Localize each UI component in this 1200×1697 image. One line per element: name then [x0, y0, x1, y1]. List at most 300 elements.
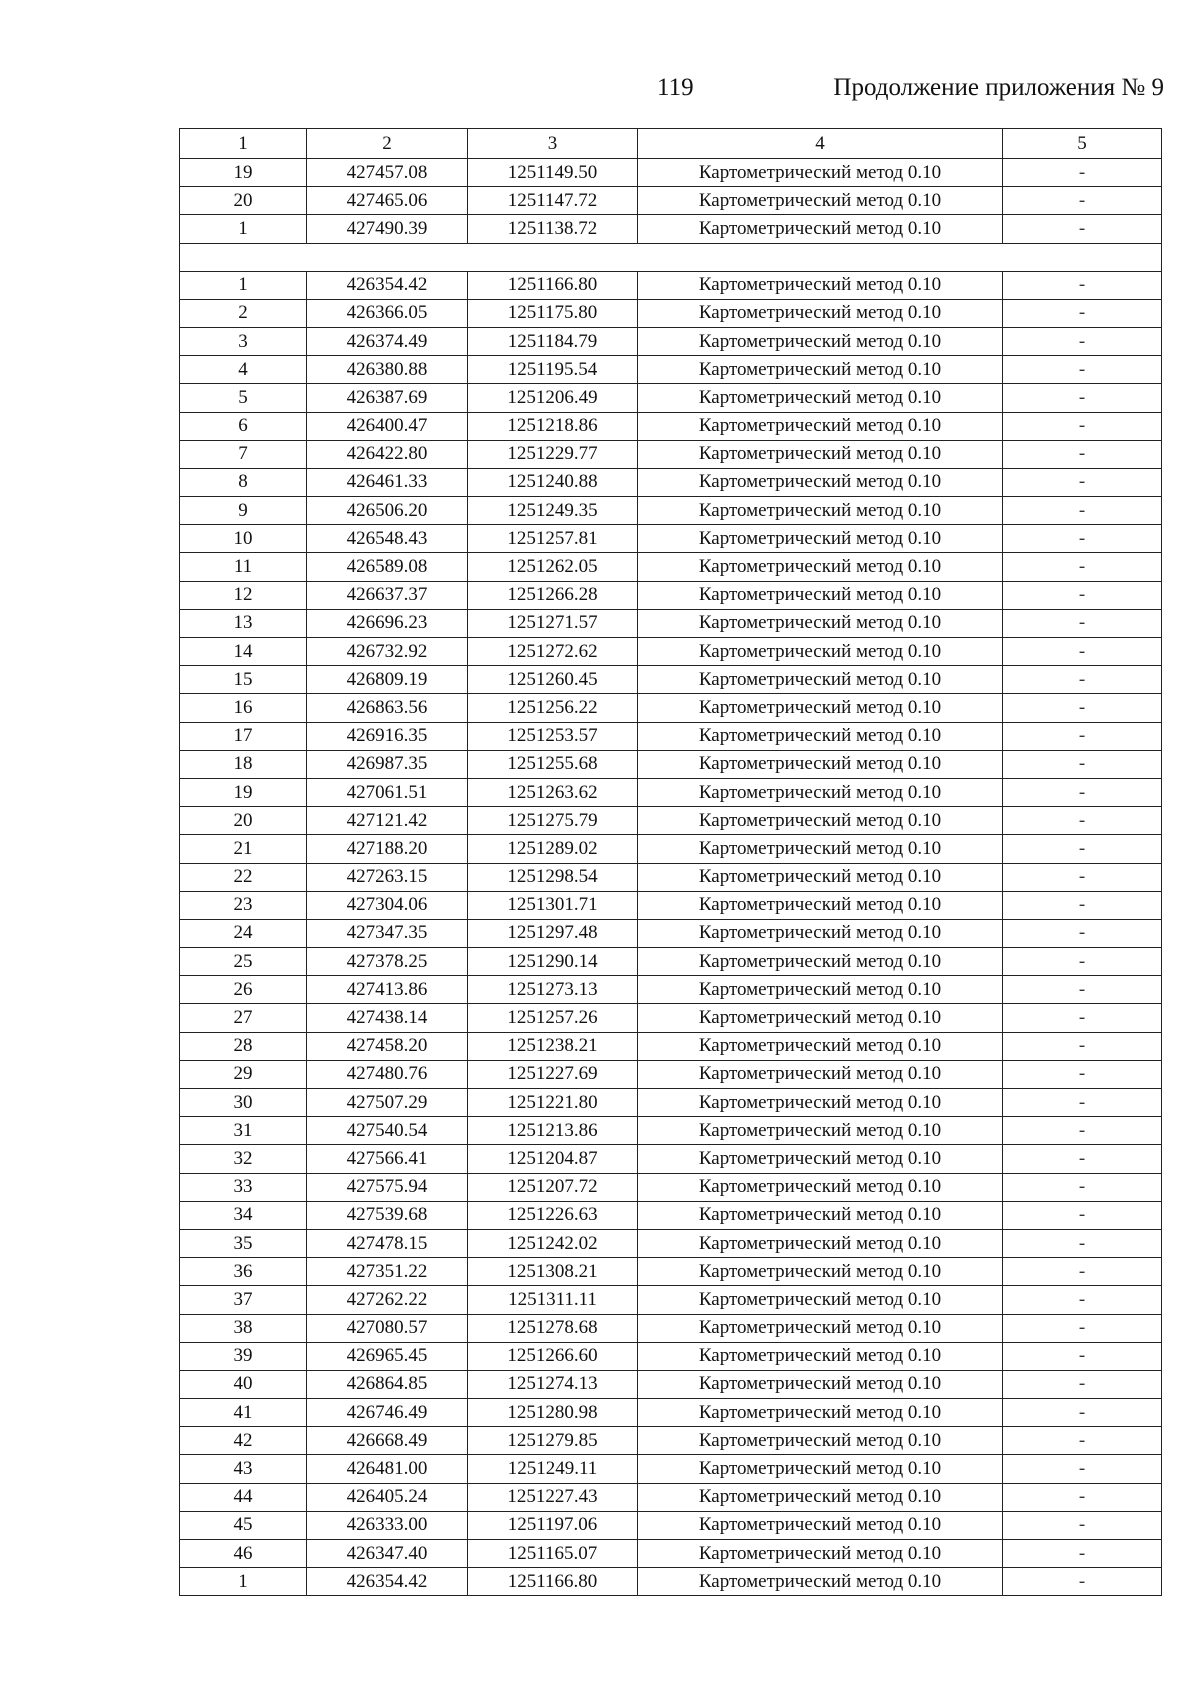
method-accuracy-cell: Картометрический метод 0.10: [638, 1145, 1003, 1173]
table-row: [180, 1117, 1162, 1145]
table-row: [180, 440, 1162, 468]
y-coordinate-cell: 1251255.68: [468, 750, 638, 778]
table-block-2: [180, 271, 1162, 1596]
y-coordinate-cell: 1251184.79: [468, 327, 638, 355]
x-coordinate-cell: 427262.22: [307, 1286, 468, 1314]
method-accuracy-cell: Картометрический метод 0.10: [638, 1342, 1003, 1370]
x-coordinate-cell: 427478.15: [307, 1229, 468, 1257]
x-coordinate-cell: 426548.43: [307, 525, 468, 553]
point-number-cell: 38: [180, 1314, 307, 1342]
x-coordinate-cell: 427413.86: [307, 976, 468, 1004]
note-cell: -: [1003, 412, 1162, 440]
point-number-cell: 23: [180, 891, 307, 919]
note-cell: -: [1003, 863, 1162, 891]
note-cell: -: [1003, 1089, 1162, 1117]
table-row: [180, 609, 1162, 637]
y-coordinate-cell: 1251289.02: [468, 835, 638, 863]
note-cell: -: [1003, 440, 1162, 468]
method-accuracy-cell: Картометрический метод 0.10: [638, 1511, 1003, 1539]
y-coordinate-cell: 1251298.54: [468, 863, 638, 891]
point-number-cell: 22: [180, 863, 307, 891]
table-row: [180, 891, 1162, 919]
note-cell: -: [1003, 976, 1162, 1004]
method-accuracy-cell: Картометрический метод 0.10: [638, 1004, 1003, 1032]
x-coordinate-cell: 427490.39: [307, 215, 468, 243]
method-accuracy-cell: Картометрический метод 0.10: [638, 1089, 1003, 1117]
x-coordinate-cell: 426400.47: [307, 412, 468, 440]
method-accuracy-cell: Картометрический метод 0.10: [638, 694, 1003, 722]
coordinates-table: [179, 128, 1162, 1596]
y-coordinate-cell: 1251266.60: [468, 1342, 638, 1370]
table-block-1: [180, 159, 1162, 244]
note-cell: -: [1003, 1455, 1162, 1483]
point-number-cell: 28: [180, 1032, 307, 1060]
method-accuracy-cell: Картометрический метод 0.10: [638, 553, 1003, 581]
point-number-cell: 11: [180, 553, 307, 581]
x-coordinate-cell: 427121.42: [307, 807, 468, 835]
note-cell: -: [1003, 327, 1162, 355]
method-accuracy-cell: Картометрический метод 0.10: [638, 187, 1003, 215]
table-row: [180, 1342, 1162, 1370]
table-row: [180, 271, 1162, 299]
point-number-cell: 33: [180, 1173, 307, 1201]
method-accuracy-cell: Картометрический метод 0.10: [638, 384, 1003, 412]
table-row: [180, 1145, 1162, 1173]
note-cell: -: [1003, 1258, 1162, 1286]
point-number-cell: 40: [180, 1370, 307, 1398]
method-accuracy-cell: Картометрический метод 0.10: [638, 778, 1003, 806]
x-coordinate-cell: 426987.35: [307, 750, 468, 778]
method-accuracy-cell: Картометрический метод 0.10: [638, 1483, 1003, 1511]
y-coordinate-cell: 1251275.79: [468, 807, 638, 835]
table-row: [180, 722, 1162, 750]
y-coordinate-cell: 1251272.62: [468, 638, 638, 666]
note-cell: -: [1003, 609, 1162, 637]
x-coordinate-cell: 427458.20: [307, 1032, 468, 1060]
method-accuracy-cell: Картометрический метод 0.10: [638, 1173, 1003, 1201]
point-number-cell: 34: [180, 1201, 307, 1229]
note-cell: -: [1003, 694, 1162, 722]
note-cell: -: [1003, 948, 1162, 976]
x-coordinate-cell: 426380.88: [307, 356, 468, 384]
x-coordinate-cell: 426589.08: [307, 553, 468, 581]
table-row: [180, 299, 1162, 327]
note-cell: -: [1003, 553, 1162, 581]
table-row: [180, 581, 1162, 609]
point-number-cell: 1: [180, 271, 307, 299]
table-row: [180, 666, 1162, 694]
note-cell: -: [1003, 1483, 1162, 1511]
point-number-cell: 1: [180, 215, 307, 243]
point-number-cell: 29: [180, 1060, 307, 1088]
method-accuracy-cell: Картометрический метод 0.10: [638, 1427, 1003, 1455]
note-cell: -: [1003, 891, 1162, 919]
method-accuracy-cell: Картометрический метод 0.10: [638, 722, 1003, 750]
table-row: [180, 919, 1162, 947]
note-cell: -: [1003, 356, 1162, 384]
table-row: [180, 863, 1162, 891]
note-cell: -: [1003, 1342, 1162, 1370]
method-accuracy-cell: Картометрический метод 0.10: [638, 1568, 1003, 1596]
point-number-cell: 43: [180, 1455, 307, 1483]
x-coordinate-cell: 426746.49: [307, 1399, 468, 1427]
table-row: [180, 694, 1162, 722]
x-coordinate-cell: 427351.22: [307, 1258, 468, 1286]
block-separator: [180, 243, 1162, 271]
method-accuracy-cell: Картометрический метод 0.10: [638, 215, 1003, 243]
x-coordinate-cell: 427378.25: [307, 948, 468, 976]
point-number-cell: 8: [180, 468, 307, 496]
x-coordinate-cell: 427263.15: [307, 863, 468, 891]
table-row: [180, 1314, 1162, 1342]
y-coordinate-cell: 1251273.13: [468, 976, 638, 1004]
point-number-cell: 32: [180, 1145, 307, 1173]
point-number-cell: 36: [180, 1258, 307, 1286]
note-cell: -: [1003, 271, 1162, 299]
y-coordinate-cell: 1251280.98: [468, 1399, 638, 1427]
note-cell: -: [1003, 187, 1162, 215]
y-coordinate-cell: 1251260.45: [468, 666, 638, 694]
method-accuracy-cell: Картометрический метод 0.10: [638, 1314, 1003, 1342]
point-number-cell: 17: [180, 722, 307, 750]
column-header-3: 3: [468, 129, 638, 159]
note-cell: -: [1003, 215, 1162, 243]
note-cell: -: [1003, 299, 1162, 327]
note-cell: -: [1003, 1145, 1162, 1173]
x-coordinate-cell: 427061.51: [307, 778, 468, 806]
table-row: [180, 1568, 1162, 1596]
point-number-cell: 4: [180, 356, 307, 384]
y-coordinate-cell: 1251166.80: [468, 271, 638, 299]
y-coordinate-cell: 1251226.63: [468, 1201, 638, 1229]
x-coordinate-cell: 426965.45: [307, 1342, 468, 1370]
separator-cell: [180, 243, 1162, 271]
x-coordinate-cell: 426422.80: [307, 440, 468, 468]
table-row: [180, 1229, 1162, 1257]
column-header-2: 2: [307, 129, 468, 159]
method-accuracy-cell: Картометрический метод 0.10: [638, 1399, 1003, 1427]
method-accuracy-cell: Картометрический метод 0.10: [638, 1455, 1003, 1483]
method-accuracy-cell: Картометрический метод 0.10: [638, 1370, 1003, 1398]
note-cell: -: [1003, 807, 1162, 835]
method-accuracy-cell: Картометрический метод 0.10: [638, 1258, 1003, 1286]
x-coordinate-cell: 426333.00: [307, 1511, 468, 1539]
note-cell: -: [1003, 1032, 1162, 1060]
table-row: [180, 1201, 1162, 1229]
table-row: [180, 187, 1162, 215]
point-number-cell: 19: [180, 778, 307, 806]
y-coordinate-cell: 1251195.54: [468, 356, 638, 384]
y-coordinate-cell: 1251266.28: [468, 581, 638, 609]
method-accuracy-cell: Картометрический метод 0.10: [638, 1201, 1003, 1229]
table-row: [180, 1483, 1162, 1511]
x-coordinate-cell: 426374.49: [307, 327, 468, 355]
note-cell: -: [1003, 835, 1162, 863]
table-row: [180, 468, 1162, 496]
table-row: [180, 327, 1162, 355]
x-coordinate-cell: 426668.49: [307, 1427, 468, 1455]
y-coordinate-cell: 1251279.85: [468, 1427, 638, 1455]
x-coordinate-cell: 426354.42: [307, 271, 468, 299]
note-cell: -: [1003, 497, 1162, 525]
point-number-cell: 18: [180, 750, 307, 778]
y-coordinate-cell: 1251206.49: [468, 384, 638, 412]
point-number-cell: 37: [180, 1286, 307, 1314]
table-row: [180, 553, 1162, 581]
point-number-cell: 19: [180, 159, 307, 187]
point-number-cell: 5: [180, 384, 307, 412]
x-coordinate-cell: 426696.23: [307, 609, 468, 637]
x-coordinate-cell: 426863.56: [307, 694, 468, 722]
table-row: [180, 1399, 1162, 1427]
y-coordinate-cell: 1251229.77: [468, 440, 638, 468]
page-header: [0, 74, 1200, 110]
note-cell: -: [1003, 1286, 1162, 1314]
point-number-cell: 20: [180, 807, 307, 835]
table-row: [180, 412, 1162, 440]
note-cell: -: [1003, 638, 1162, 666]
note-cell: -: [1003, 750, 1162, 778]
point-number-cell: 44: [180, 1483, 307, 1511]
page-number: 119: [657, 74, 694, 101]
point-number-cell: 45: [180, 1511, 307, 1539]
x-coordinate-cell: 426405.24: [307, 1483, 468, 1511]
note-cell: -: [1003, 468, 1162, 496]
point-number-cell: 41: [180, 1399, 307, 1427]
note-cell: -: [1003, 1201, 1162, 1229]
header-row: [180, 129, 1162, 159]
point-number-cell: 13: [180, 609, 307, 637]
column-header-5: 5: [1003, 129, 1162, 159]
x-coordinate-cell: 426387.69: [307, 384, 468, 412]
table-row: [180, 807, 1162, 835]
y-coordinate-cell: 1251311.11: [468, 1286, 638, 1314]
method-accuracy-cell: Картометрический метод 0.10: [638, 807, 1003, 835]
y-coordinate-cell: 1251262.05: [468, 553, 638, 581]
point-number-cell: 12: [180, 581, 307, 609]
column-header-1: 1: [180, 129, 307, 159]
point-number-cell: 10: [180, 525, 307, 553]
point-number-cell: 24: [180, 919, 307, 947]
y-coordinate-cell: 1251227.43: [468, 1483, 638, 1511]
x-coordinate-cell: 426461.33: [307, 468, 468, 496]
x-coordinate-cell: 427507.29: [307, 1089, 468, 1117]
y-coordinate-cell: 1251238.21: [468, 1032, 638, 1060]
x-coordinate-cell: 427347.35: [307, 919, 468, 947]
note-cell: -: [1003, 1060, 1162, 1088]
table-row: [180, 835, 1162, 863]
x-coordinate-cell: 427465.06: [307, 187, 468, 215]
table-row: [180, 1004, 1162, 1032]
x-coordinate-cell: 426347.40: [307, 1540, 468, 1568]
note-cell: -: [1003, 1370, 1162, 1398]
point-number-cell: 42: [180, 1427, 307, 1455]
point-number-cell: 2: [180, 299, 307, 327]
method-accuracy-cell: Картометрический метод 0.10: [638, 497, 1003, 525]
y-coordinate-cell: 1251204.87: [468, 1145, 638, 1173]
point-number-cell: 25: [180, 948, 307, 976]
point-number-cell: 21: [180, 835, 307, 863]
appendix-caption: Продолжение приложения № 9: [833, 74, 1164, 101]
point-number-cell: 31: [180, 1117, 307, 1145]
x-coordinate-cell: 426637.37: [307, 581, 468, 609]
method-accuracy-cell: Картометрический метод 0.10: [638, 525, 1003, 553]
point-number-cell: 46: [180, 1540, 307, 1568]
note-cell: -: [1003, 1568, 1162, 1596]
point-number-cell: 27: [180, 1004, 307, 1032]
y-coordinate-cell: 1251166.80: [468, 1568, 638, 1596]
method-accuracy-cell: Картометрический метод 0.10: [638, 919, 1003, 947]
method-accuracy-cell: Картометрический метод 0.10: [638, 1229, 1003, 1257]
method-accuracy-cell: Картометрический метод 0.10: [638, 891, 1003, 919]
method-accuracy-cell: Картометрический метод 0.10: [638, 609, 1003, 637]
method-accuracy-cell: Картометрический метод 0.10: [638, 976, 1003, 1004]
x-coordinate-cell: 426732.92: [307, 638, 468, 666]
point-number-cell: 39: [180, 1342, 307, 1370]
y-coordinate-cell: 1251242.02: [468, 1229, 638, 1257]
y-coordinate-cell: 1251271.57: [468, 609, 638, 637]
method-accuracy-cell: Картометрический метод 0.10: [638, 440, 1003, 468]
table-header: [180, 129, 1162, 159]
method-accuracy-cell: Картометрический метод 0.10: [638, 1060, 1003, 1088]
point-number-cell: 7: [180, 440, 307, 468]
point-number-cell: 1: [180, 1568, 307, 1596]
y-coordinate-cell: 1251218.86: [468, 412, 638, 440]
y-coordinate-cell: 1251297.48: [468, 919, 638, 947]
method-accuracy-cell: Картометрический метод 0.10: [638, 1032, 1003, 1060]
method-accuracy-cell: Картометрический метод 0.10: [638, 1117, 1003, 1145]
x-coordinate-cell: 427304.06: [307, 891, 468, 919]
method-accuracy-cell: Картометрический метод 0.10: [638, 412, 1003, 440]
table-row: [180, 1173, 1162, 1201]
table-row: [180, 750, 1162, 778]
point-number-cell: 26: [180, 976, 307, 1004]
x-coordinate-cell: 426481.00: [307, 1455, 468, 1483]
table-row: [180, 638, 1162, 666]
method-accuracy-cell: Картометрический метод 0.10: [638, 159, 1003, 187]
y-coordinate-cell: 1251138.72: [468, 215, 638, 243]
point-number-cell: 6: [180, 412, 307, 440]
y-coordinate-cell: 1251149.50: [468, 159, 638, 187]
method-accuracy-cell: Картометрический метод 0.10: [638, 1286, 1003, 1314]
note-cell: -: [1003, 581, 1162, 609]
x-coordinate-cell: 426366.05: [307, 299, 468, 327]
table-row: [180, 356, 1162, 384]
table-row: [180, 1511, 1162, 1539]
method-accuracy-cell: Картометрический метод 0.10: [638, 666, 1003, 694]
note-cell: -: [1003, 1004, 1162, 1032]
point-number-cell: 15: [180, 666, 307, 694]
y-coordinate-cell: 1251257.81: [468, 525, 638, 553]
x-coordinate-cell: 427438.14: [307, 1004, 468, 1032]
y-coordinate-cell: 1251240.88: [468, 468, 638, 496]
note-cell: -: [1003, 722, 1162, 750]
y-coordinate-cell: 1251308.21: [468, 1258, 638, 1286]
y-coordinate-cell: 1251221.80: [468, 1089, 638, 1117]
method-accuracy-cell: Картометрический метод 0.10: [638, 356, 1003, 384]
x-coordinate-cell: 427540.54: [307, 1117, 468, 1145]
y-coordinate-cell: 1251253.57: [468, 722, 638, 750]
note-cell: -: [1003, 1117, 1162, 1145]
note-cell: -: [1003, 1229, 1162, 1257]
x-coordinate-cell: 427566.41: [307, 1145, 468, 1173]
y-coordinate-cell: 1251263.62: [468, 778, 638, 806]
note-cell: -: [1003, 525, 1162, 553]
point-number-cell: 35: [180, 1229, 307, 1257]
point-number-cell: 16: [180, 694, 307, 722]
note-cell: -: [1003, 778, 1162, 806]
y-coordinate-cell: 1251278.68: [468, 1314, 638, 1342]
table-row: [180, 1032, 1162, 1060]
x-coordinate-cell: 426354.42: [307, 1568, 468, 1596]
point-number-cell: 30: [180, 1089, 307, 1117]
point-number-cell: 14: [180, 638, 307, 666]
y-coordinate-cell: 1251197.06: [468, 1511, 638, 1539]
table-row: [180, 1427, 1162, 1455]
table-row: [180, 1455, 1162, 1483]
method-accuracy-cell: Картометрический метод 0.10: [638, 468, 1003, 496]
table-row: [180, 159, 1162, 187]
method-accuracy-cell: Картометрический метод 0.10: [638, 581, 1003, 609]
note-cell: -: [1003, 384, 1162, 412]
point-number-cell: 20: [180, 187, 307, 215]
table-row: [180, 1258, 1162, 1286]
method-accuracy-cell: Картометрический метод 0.10: [638, 863, 1003, 891]
x-coordinate-cell: 426916.35: [307, 722, 468, 750]
x-coordinate-cell: 426809.19: [307, 666, 468, 694]
y-coordinate-cell: 1251256.22: [468, 694, 638, 722]
table-row: [180, 1089, 1162, 1117]
note-cell: -: [1003, 1314, 1162, 1342]
method-accuracy-cell: Картометрический метод 0.10: [638, 835, 1003, 863]
table-row: [180, 976, 1162, 1004]
note-cell: -: [1003, 666, 1162, 694]
table-row: [180, 1060, 1162, 1088]
note-cell: -: [1003, 1540, 1162, 1568]
table-row: [180, 215, 1162, 243]
note-cell: -: [1003, 1427, 1162, 1455]
x-coordinate-cell: 427457.08: [307, 159, 468, 187]
point-number-cell: 9: [180, 497, 307, 525]
y-coordinate-cell: 1251301.71: [468, 891, 638, 919]
y-coordinate-cell: 1251249.35: [468, 497, 638, 525]
x-coordinate-cell: 427188.20: [307, 835, 468, 863]
point-number-cell: 3: [180, 327, 307, 355]
column-header-4: 4: [638, 129, 1003, 159]
table-row: [180, 1540, 1162, 1568]
y-coordinate-cell: 1251257.26: [468, 1004, 638, 1032]
table-row: [180, 778, 1162, 806]
x-coordinate-cell: 426506.20: [307, 497, 468, 525]
note-cell: -: [1003, 1511, 1162, 1539]
x-coordinate-cell: 427575.94: [307, 1173, 468, 1201]
table-row: [180, 525, 1162, 553]
separator-row: [180, 243, 1162, 271]
table-row: [180, 1286, 1162, 1314]
y-coordinate-cell: 1251175.80: [468, 299, 638, 327]
method-accuracy-cell: Картометрический метод 0.10: [638, 750, 1003, 778]
method-accuracy-cell: Картометрический метод 0.10: [638, 271, 1003, 299]
y-coordinate-cell: 1251147.72: [468, 187, 638, 215]
y-coordinate-cell: 1251227.69: [468, 1060, 638, 1088]
note-cell: -: [1003, 919, 1162, 947]
y-coordinate-cell: 1251213.86: [468, 1117, 638, 1145]
x-coordinate-cell: 427080.57: [307, 1314, 468, 1342]
y-coordinate-cell: 1251165.07: [468, 1540, 638, 1568]
y-coordinate-cell: 1251274.13: [468, 1370, 638, 1398]
note-cell: -: [1003, 159, 1162, 187]
note-cell: -: [1003, 1173, 1162, 1201]
